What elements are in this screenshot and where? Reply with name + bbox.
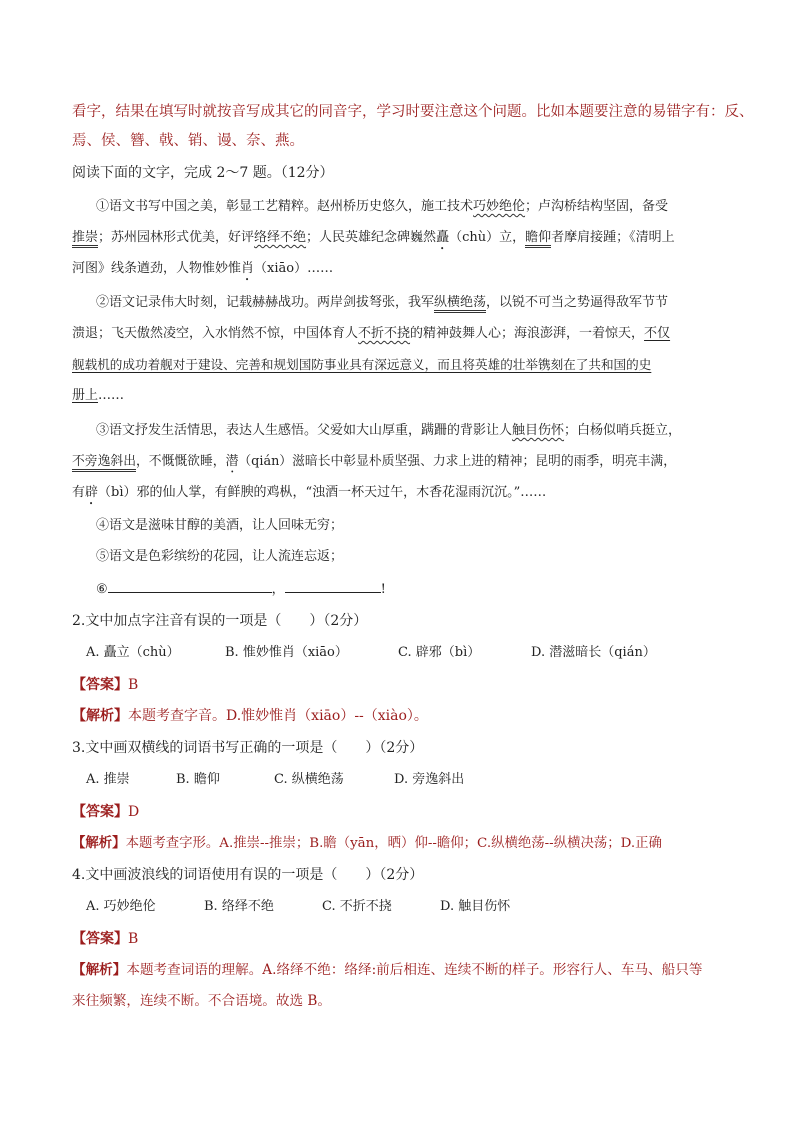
double-underlined-word: 纵横绝荡 — [434, 295, 486, 313]
q4-answer — [72, 928, 138, 950]
q3-option-c[interactable]: C. 纵横绝荡 — [274, 772, 344, 787]
text-segment: （xiāo）…… — [254, 261, 334, 276]
passage-p3-line2 — [72, 451, 676, 476]
q2-options — [86, 642, 656, 664]
fill-blank-1[interactable] — [108, 578, 272, 593]
fill-blank-2[interactable] — [285, 578, 381, 593]
q4-stem: 4.文中画波浪线的词语使用有误的一项是（ ）（2分） — [72, 867, 424, 883]
q3-option-d[interactable]: D. 旁逸斜出 — [394, 772, 465, 787]
text-segment: ；卢沟桥结构坚固，备受 — [525, 199, 669, 214]
analysis-tag: 【解析】 — [72, 962, 127, 978]
wavy-word: 不折不挠 — [358, 326, 411, 341]
q2-stem: 2.文中加点字注音有误的一项是（ ）（2分） — [72, 613, 368, 629]
q2-answer — [72, 674, 138, 696]
text-segment: （chù）立， — [449, 230, 526, 245]
text-segment: ! — [380, 582, 386, 597]
passage-p4: ④语文是滋味甘醇的美酒，让人回味无穷； — [96, 518, 344, 533]
q4-option-c[interactable]: C. 不折不挠 — [322, 899, 392, 914]
q3-options — [86, 769, 464, 791]
reading-instruction: 阅读下面的文字，完成 2～7 题。（12分） — [72, 165, 334, 181]
text-segment: …… — [98, 388, 125, 403]
wavy-word: 触目伤怀 — [512, 423, 565, 438]
q4-option-b[interactable]: B. 络绎不绝 — [204, 899, 274, 914]
q3-answer — [72, 801, 139, 823]
answer-tag: 【答案】 — [72, 677, 128, 693]
answer-tag: 【答案】 — [72, 804, 128, 820]
q4-analysis-line2: 来往频繁，连续不断。不合语境。故选 B。 — [72, 993, 331, 1009]
q2-option-c[interactable]: C. 辟邪（bì） — [398, 645, 481, 660]
passage-p2-line3 — [72, 354, 651, 376]
q2-option-b[interactable]: B. 惟妙惟肖（xiāo） — [225, 645, 348, 660]
q4-options — [86, 896, 510, 918]
underlined-sentence: 册上 — [72, 388, 99, 403]
text-segment: 者摩肩接踵；《清明上 — [551, 230, 675, 245]
dotted-char: 潜 — [225, 454, 239, 469]
passage-p1-line2 — [72, 227, 675, 253]
passage-p5: ⑤语文是色彩缤纷的花园，让人流连忘返； — [96, 549, 344, 564]
double-underlined-word: 瞻仰 — [525, 230, 551, 248]
answer-tag: 【答案】 — [72, 931, 128, 947]
q2-option-d[interactable]: D. 潜滋暗长（qián） — [531, 645, 656, 660]
passage-p1-line3 — [72, 258, 333, 284]
answer-value: D — [128, 804, 140, 820]
q2-analysis — [72, 705, 428, 727]
answer-value: B — [128, 677, 139, 693]
q3-analysis — [72, 832, 662, 855]
text-segment: ， — [271, 582, 285, 597]
q2-option-a[interactable]: A. 矗立（chù） — [86, 645, 180, 660]
text-segment: ；白杨似哨兵挺立， — [564, 423, 682, 438]
text-segment: ；人民英雄纪念碑巍然 — [306, 230, 437, 245]
text-segment: 的精神鼓舞人心；海浪澎湃，一着惊天， — [410, 326, 645, 341]
q3-option-b[interactable]: B. 瞻仰 — [176, 772, 220, 787]
passage-p2-line1 — [96, 292, 668, 314]
text-segment: ③语文抒发生活情思，表达人生感悟。父爱如大山厚重，蹒跚的背影让人 — [96, 423, 513, 438]
double-underlined-word: 推崇 — [72, 230, 98, 248]
dotted-char: 肖 — [241, 261, 255, 276]
double-underlined-word: 不旁逸斜出 — [72, 454, 136, 472]
analysis-text: 本题考查字形。A.推崇--推崇；B.瞻（yān，晒）仰--瞻仰；C.纵横绝荡--纵横决荡；D.正确 — [125, 836, 662, 851]
text-segment: ⑥ — [96, 582, 108, 597]
intro-line-2: 焉、侯、簪、戟、销、谩、奈、燕。 — [72, 133, 304, 149]
dotted-char: 矗 — [436, 230, 450, 245]
text-segment: ①语文书写中国之美，彰显工艺精粹。赵州桥历史悠久，施工技术 — [96, 199, 474, 214]
text-segment: 河图》线条遒劲，人物惟妙惟 — [72, 261, 242, 276]
wavy-word: 络绎不绝 — [254, 230, 307, 245]
q3-option-a[interactable]: A. 推崇 — [86, 772, 130, 787]
underlined-sentence: 不仅 — [644, 326, 671, 341]
text-segment: 溃退；飞天傲然凌空，入水悄然不惊，中国体育人 — [72, 326, 359, 341]
passage-p3-line1 — [96, 420, 681, 442]
passage-p3-line3 — [72, 482, 546, 508]
q4-option-a[interactable]: A. 巧妙绝伦 — [86, 899, 156, 914]
text-segment: ②语文记录伟大时刻，记载赫赫战功。两岸剑拔弩张，我军 — [96, 295, 435, 310]
analysis-tag: 【解析】 — [72, 708, 128, 724]
analysis-text: 本题考查词语的理解。A.络绎不绝：络绎:前后相连、连续不断的样子。形容行人、车马、船只等 — [126, 962, 703, 978]
wavy-word: 巧妙绝伦 — [473, 199, 526, 214]
q4-option-d[interactable]: D. 触目伤怀 — [440, 899, 511, 914]
text-segment: ，不慨慨欲睡， — [135, 454, 226, 469]
underlined-sentence: 舰载机的成功着舰对于建设、完善和规划国防事业具有深远意义，而且将英雄的壮举镌刻在了共和国的史 — [72, 357, 652, 372]
passage-p6 — [96, 578, 386, 601]
text-segment: （qián）滋暗长中彰显朴质坚强、力求上进的精神；昆明的雨季，明亮丰满， — [238, 454, 677, 469]
q4-analysis-line1 — [72, 959, 702, 981]
answer-value: B — [128, 931, 139, 947]
passage-p1-line1 — [96, 196, 668, 218]
analysis-tag: 【解析】 — [72, 835, 126, 851]
q3-stem: 3.文中画双横线的词语书写正确的一项是（ ）（2分） — [72, 740, 424, 756]
text-segment: ；苏州园林形式优美，好评 — [98, 230, 255, 245]
passage-p2-line4 — [72, 385, 124, 407]
passage-p2-line2 — [72, 323, 670, 345]
analysis-text: 本题考查字音。D.惟妙惟肖（xiāo）--（xiào）。 — [128, 708, 428, 724]
text-segment: （bì）邪的仙人掌，有鲜腴的鸡枞，“浊酒一杯天过午，木香花湿雨沉沉。”…… — [98, 485, 547, 500]
dotted-char: 辟 — [85, 485, 99, 500]
intro-line-1: 看字，结果在填写时就按音写成其它的同音字，学习时要注意这个问题。比如本题要注意的易错字有：反、 — [72, 104, 754, 120]
text-segment: 有 — [72, 485, 86, 500]
text-segment: ，以锐不可当之势逼得敌军节节 — [486, 295, 669, 310]
